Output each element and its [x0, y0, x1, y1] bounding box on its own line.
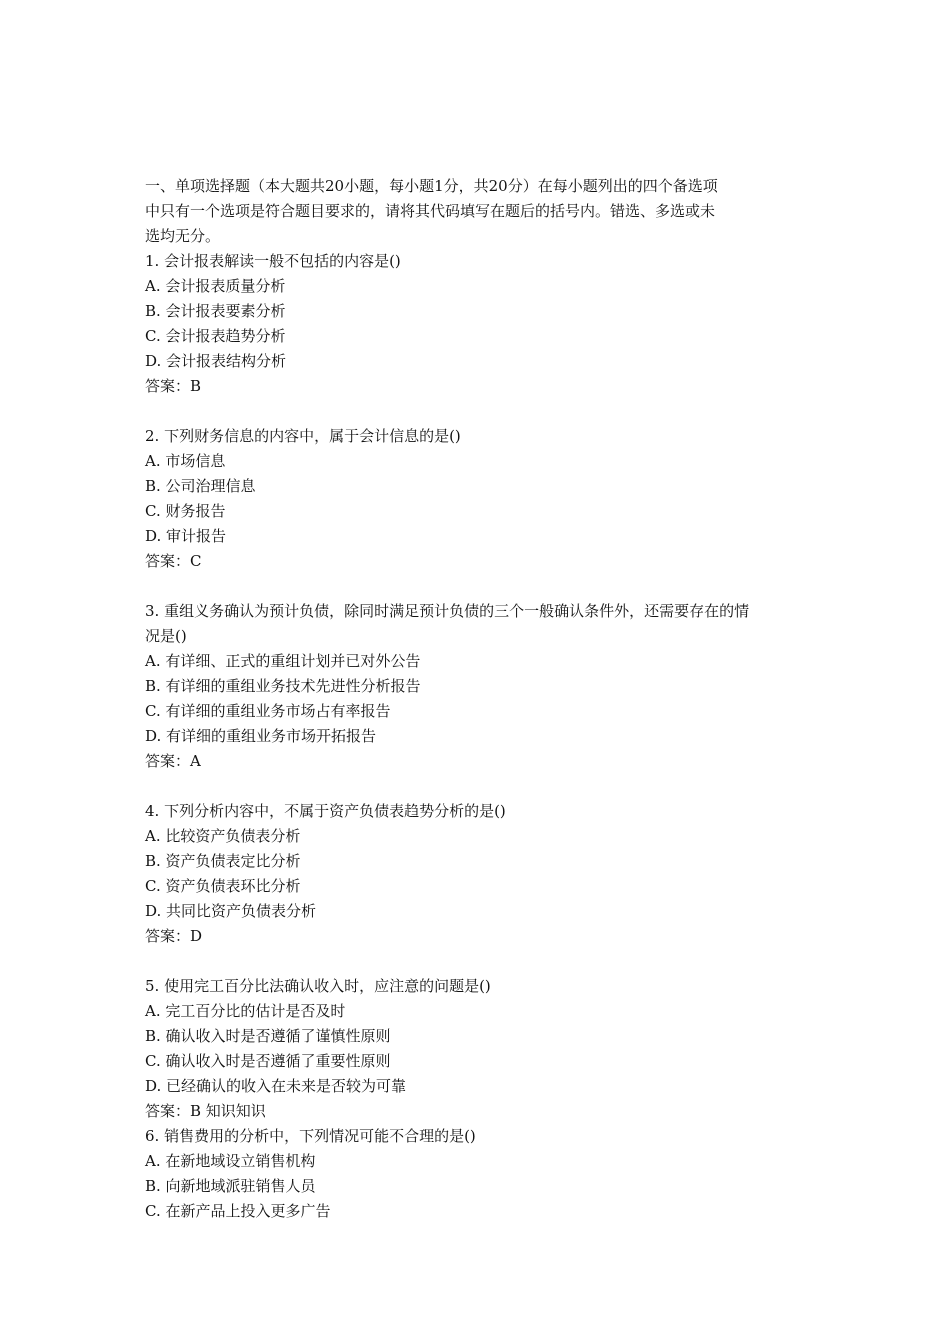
option-d: D. 已经确认的收入在未来是否较为可靠	[145, 1077, 407, 1095]
option-a: A. 会计报表质量分析	[145, 277, 286, 295]
answer: 答案：B 知识知识	[145, 1102, 266, 1120]
question-6	[145, 1124, 810, 1224]
option-c: C. 有详细的重组业务市场占有率报告	[145, 702, 391, 720]
blank-line	[145, 574, 810, 599]
blank-line	[145, 949, 810, 974]
option-d: D. 审计报告	[145, 527, 227, 545]
option-b: B. 有详细的重组业务技术先进性分析报告	[145, 677, 421, 695]
option-b: B. 公司治理信息	[145, 477, 256, 495]
blank-line	[145, 774, 810, 799]
question-text: 4. 下列分析内容中，不属于资产负债表趋势分析的是()	[145, 802, 506, 820]
answer: 答案：D	[145, 927, 203, 945]
answer: 答案：A	[145, 752, 201, 770]
option-a: A. 在新地域设立销售机构	[145, 1152, 316, 1170]
option-c: C. 会计报表趋势分析	[145, 327, 286, 345]
option-d: D. 会计报表结构分析	[145, 352, 287, 370]
question-text: 2. 下列财务信息的内容中，属于会计信息的是()	[145, 427, 461, 445]
option-b: B. 向新地域派驻销售人员	[145, 1177, 316, 1195]
question-text: 1. 会计报表解读一般不包括的内容是()	[145, 252, 401, 270]
answer: 答案：C	[145, 552, 202, 570]
question-3	[145, 599, 810, 774]
option-b: B. 确认收入时是否遵循了谨慎性原则	[145, 1027, 391, 1045]
option-c: C. 在新产品上投入更多广告	[145, 1202, 331, 1220]
option-d: D. 有详细的重组业务市场开拓报告	[145, 727, 377, 745]
question-text: 6. 销售费用的分析中，下列情况可能不合理的是()	[145, 1127, 476, 1145]
question-text: 5. 使用完工百分比法确认收入时，应注意的问题是()	[145, 977, 491, 995]
option-c: C. 资产负债表环比分析	[145, 877, 301, 895]
blank-line	[145, 399, 810, 424]
question-text: 3. 重组义务确认为预计负债，除同时满足预计负债的三个一般确认条件外，还需要存在的情 况是()	[145, 602, 750, 645]
question-4	[145, 799, 810, 949]
option-b: B. 会计报表要素分析	[145, 302, 286, 320]
option-a: A. 完工百分比的估计是否及时	[145, 1002, 346, 1020]
question-2	[145, 424, 810, 574]
option-a: A. 比较资产负债表分析	[145, 827, 301, 845]
question-5	[145, 974, 810, 1124]
document-page	[145, 174, 810, 1224]
option-b: B. 资产负债表定比分析	[145, 852, 301, 870]
option-c: C. 确认收入时是否遵循了重要性原则	[145, 1052, 391, 1070]
option-a: A. 有详细、正式的重组计划并已对外公告	[145, 652, 421, 670]
option-a: A. 市场信息	[145, 452, 226, 470]
option-d: D. 共同比资产负债表分析	[145, 902, 317, 920]
answer: 答案：B	[145, 377, 202, 395]
section-intro: 一、单项选择题（本大题共20小题，每小题1分，共20分）在每小题列出的四个备选项 中只有一个选项是符合题目要求的，请将其代码填写在题后的括号内。错选、多选或未 选均无分。	[145, 177, 718, 245]
question-1	[145, 249, 810, 399]
option-c: C. 财务报告	[145, 502, 226, 520]
